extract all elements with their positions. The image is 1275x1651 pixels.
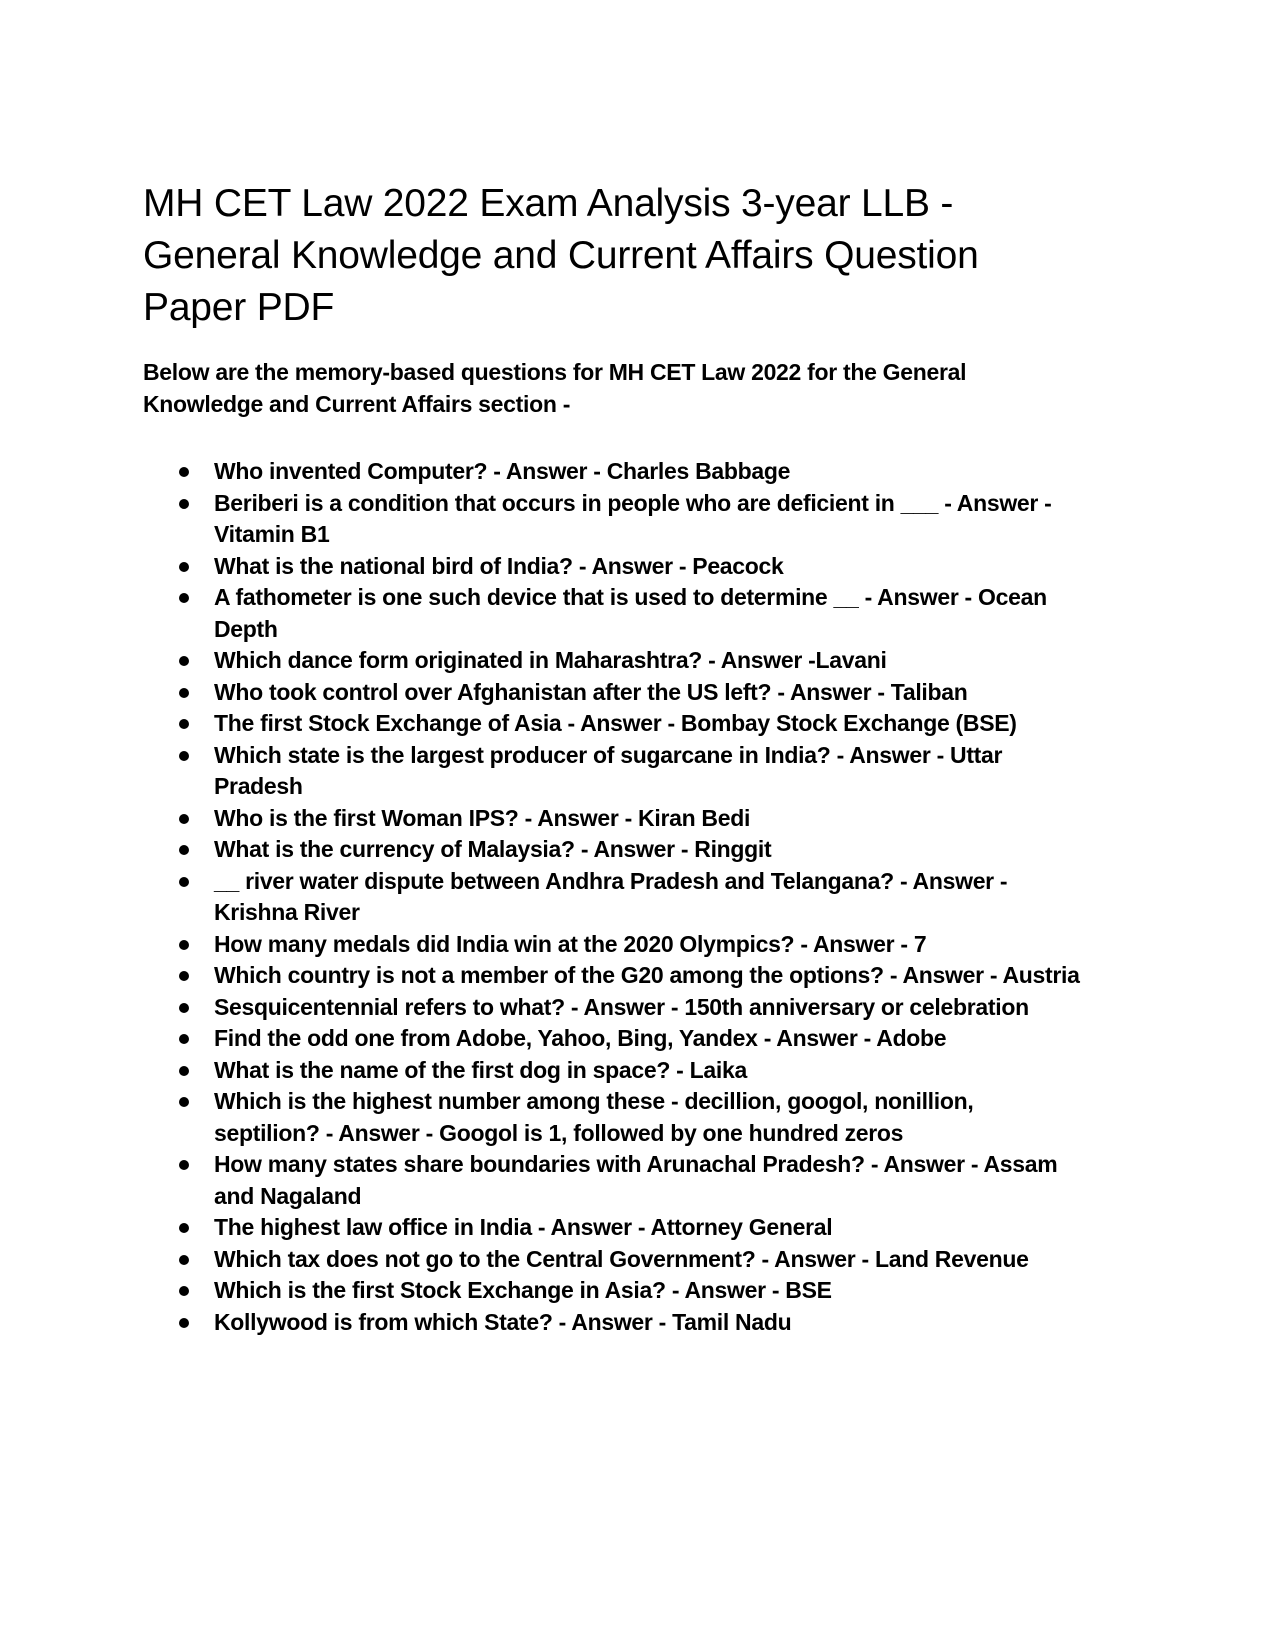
list-item-text: Which dance form originated in Maharashtra? - Answer -Lavani [214, 647, 887, 673]
list-item [143, 866, 1083, 929]
list-item [143, 582, 1083, 645]
list-item-text: How many medals did India win at the 2020 Olympics? - Answer - 7 [214, 930, 927, 957]
bullet-icon [179, 1160, 189, 1170]
list-item-text: Which is the first Stock Exchange in Asia? - Answer - BSE [214, 1277, 832, 1303]
bullet-icon [179, 1003, 189, 1013]
list-item [143, 929, 1083, 961]
list-item [143, 960, 1083, 992]
list-item-text: Which tax does not go to the Central Government? - Answer - Land Revenue [214, 1245, 1029, 1272]
list-item [143, 1055, 1083, 1087]
bullet-icon [179, 845, 189, 855]
list-item-text: Beriberi is a condition that occurs in people who are deficient in ___ - Answer - Vitamin B1 [214, 489, 1052, 547]
list-item [143, 740, 1083, 803]
list-item [143, 645, 1083, 677]
list-item [143, 1149, 1083, 1212]
list-item [143, 834, 1083, 866]
bullet-icon [179, 971, 189, 981]
list-item-text: Sesquicentennial refers to what? - Answer - 150th anniversary or celebration [214, 993, 1029, 1020]
bullet-icon [179, 814, 189, 824]
list-item [143, 992, 1083, 1024]
list-item-text: Who invented Computer? - Answer - Charles Babbage [214, 458, 791, 484]
bullet-icon [179, 1255, 189, 1265]
list-item [143, 677, 1083, 709]
list-item-text: __ river water dispute between Andhra Pradesh and Telangana? - Answer - Krishna River [214, 867, 1008, 925]
bullet-icon [179, 940, 189, 950]
list-item [143, 1244, 1083, 1276]
list-item [143, 1023, 1083, 1055]
intro-paragraph: Below are the memory-based questions for MH CET Law 2022 for the General Knowledge and Current Affairs section - [143, 359, 967, 417]
bullet-icon [179, 1097, 189, 1107]
list-item-text: Which country is not a member of the G20 among the options? - Answer - Austria [214, 962, 1080, 988]
document-page [143, 178, 1083, 1338]
list-item-text: What is the national bird of India? - Answer - Peacock [214, 552, 784, 579]
bullet-icon [179, 562, 189, 572]
list-item [143, 456, 1083, 488]
bullet-icon [179, 688, 189, 698]
bullet-icon [179, 1318, 189, 1328]
list-item-text: How many states share boundaries with Arunachal Pradesh? - Answer - Assam and Nagaland [214, 1151, 1058, 1209]
list-item [143, 1086, 1083, 1149]
list-item-text: Find the odd one from Adobe, Yahoo, Bing, Yandex - Answer - Adobe [214, 1025, 947, 1051]
bullet-icon [179, 1286, 189, 1296]
list-item [143, 708, 1083, 740]
list-item [143, 1275, 1083, 1307]
list-item-text: A fathometer is one such device that is used to determine __ - Answer - Ocean Depth [214, 584, 1047, 642]
list-item [143, 488, 1083, 551]
list-item [143, 1307, 1083, 1339]
list-item-text: What is the currency of Malaysia? - Answer - Ringgit [214, 836, 772, 862]
question-answer-list [143, 456, 1083, 1338]
bullet-icon [179, 877, 189, 887]
bullet-icon [179, 719, 189, 729]
bullet-icon [179, 1223, 189, 1233]
list-item-text: Kollywood is from which State? - Answer - Tamil Nadu [214, 1308, 792, 1335]
bullet-icon [179, 593, 189, 603]
bullet-icon [179, 751, 189, 761]
list-item [143, 1212, 1083, 1244]
bullet-icon [179, 1034, 189, 1044]
list-item-text: Who is the first Woman IPS? - Answer - Kiran Bedi [214, 804, 751, 831]
bullet-icon [179, 499, 189, 509]
document-title: MH CET Law 2022 Exam Analysis 3-year LLB - General Knowledge and Current Affairs Question Paper PDF [143, 182, 979, 329]
list-item-text: The highest law office in India - Answer - Attorney General [214, 1214, 833, 1240]
list-item-text: The first Stock Exchange of Asia - Answer - Bombay Stock Exchange (BSE) [214, 710, 1017, 736]
list-item-text: Who took control over Afghanistan after the US left? - Answer - Taliban [214, 678, 968, 705]
bullet-icon [179, 656, 189, 666]
bullet-icon [179, 467, 189, 477]
list-item [143, 551, 1083, 583]
list-item-text: Which state is the largest producer of sugarcane in India? - Answer - Uttar Pradesh [214, 741, 1003, 799]
list-item-text: What is the name of the first dog in space? - Laika [214, 1056, 747, 1083]
bullet-icon [179, 1066, 189, 1076]
list-item-text: Which is the highest number among these - decillion, googol, nonillion, septilion? - Answer - Googol is 1, followed by one hundred zeros [214, 1088, 974, 1146]
list-item [143, 803, 1083, 835]
